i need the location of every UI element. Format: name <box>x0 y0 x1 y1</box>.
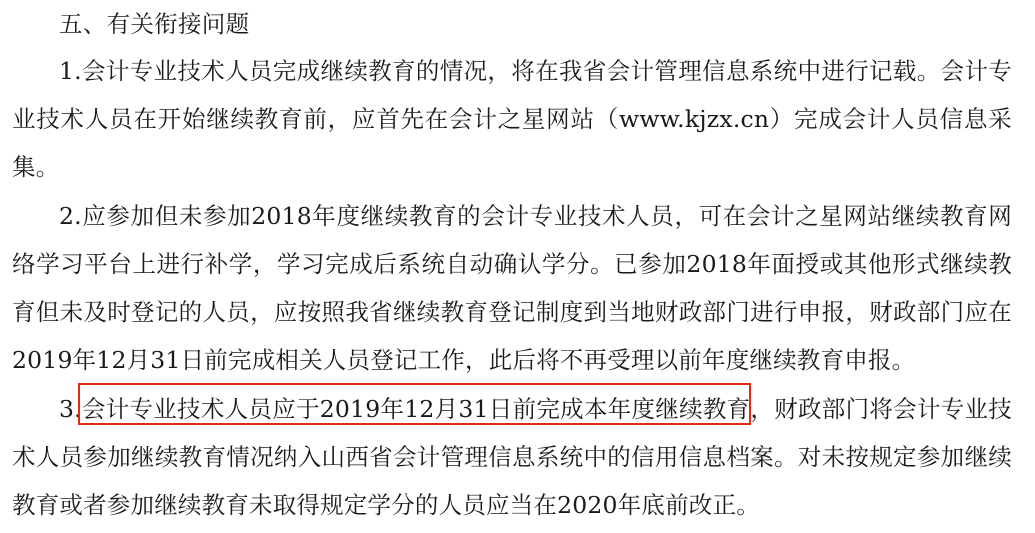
paragraph-3: 3.会计专业技术人员应于2019年12月31日前完成本年度继续教育，财政部门将会计专业技术人员参加继续教育情况纳入山西省会计管理信息系统中的信用信息档案。对未按规定参加继续教育或者参加继续教育未取得规定学分的人员应当在2020年底前改正。 <box>12 395 1012 519</box>
paragraph-1: 1.会计专业技术人员完成继续教育的情况，将在我省会计管理信息系统中进行记载。会计专业技术人员在开始继续教育前，应首先在会计之星网站（www.kjzx.cn）完成会计人员信息采集。 <box>12 57 1012 181</box>
paragraph-2: 2.应参加但未参加2018年度继续教育的会计专业技术人员，可在会计之星网站继续教育网络学习平台上进行补学，学习完成后系统自动确认学分。已参加2018年面授或其他形式继续教育但未及时登记的人员，应按照我省继续教育登记制度到当地财政部门进行申报，财政部门应在2019年12月31日前完成相关人员登记工作，此后将不再受理以前年度继续教育申报。 <box>12 202 1012 374</box>
section-heading: 五、有关衔接问题 <box>59 10 250 38</box>
document-body <box>12 0 1012 529</box>
